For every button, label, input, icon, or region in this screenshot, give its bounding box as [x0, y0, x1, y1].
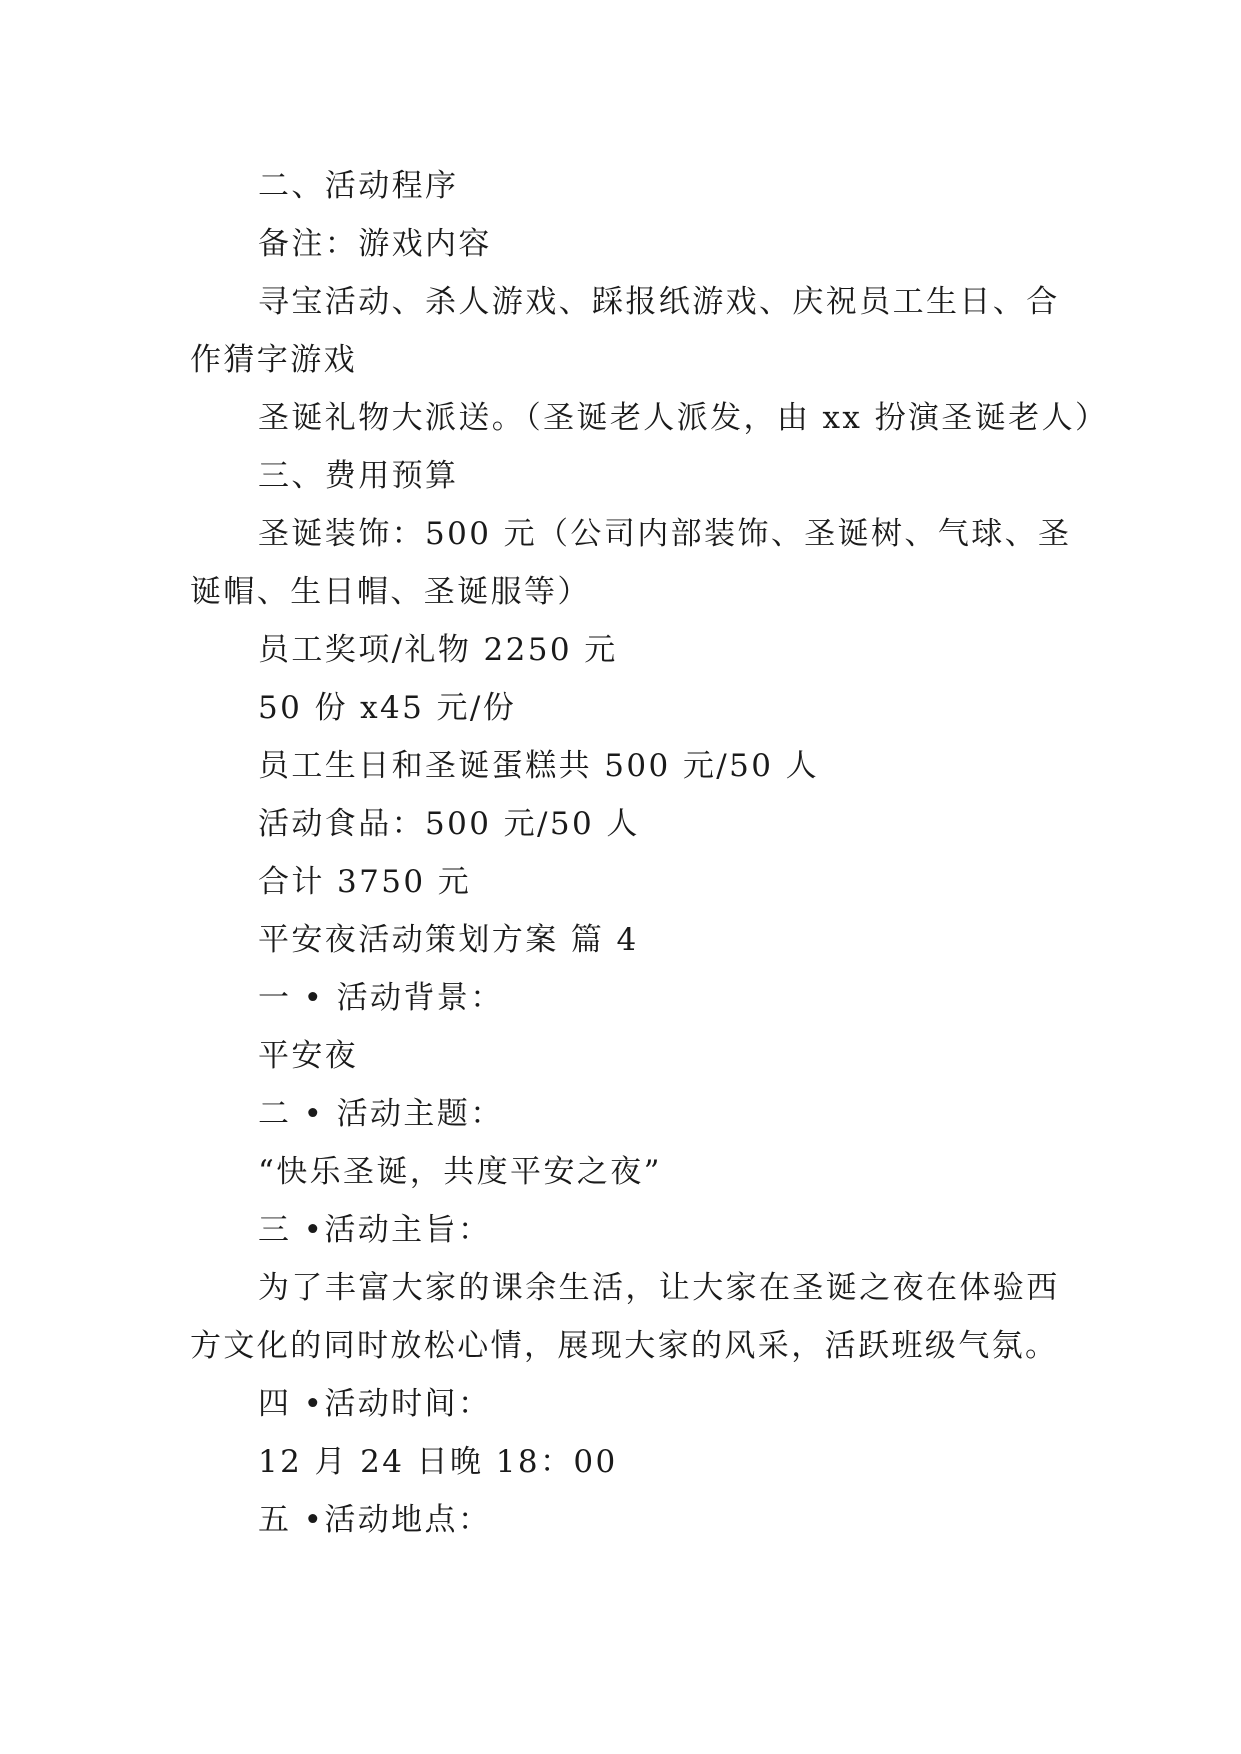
section-heading-background: 一 • 活动背景： — [258, 980, 504, 1016]
cake-cost-text: 员工生日和圣诞蛋糕共 500 元/50 人 — [258, 748, 820, 784]
purpose-text-line-1: 为了丰富大家的课余生活，让大家在圣诞之夜在体验西 — [258, 1270, 1060, 1306]
section-heading-activity-program: 二、活动程序 — [258, 168, 459, 204]
section-heading-time: 四 •活动时间： — [258, 1386, 492, 1422]
decoration-cost-line-2: 诞帽、生日帽、圣诞服等） — [190, 574, 591, 610]
section-heading-purpose: 三 •活动主旨： — [258, 1212, 492, 1248]
gift-cost-text: 员工奖项/礼物 2250 元 — [258, 632, 618, 668]
background-text: 平安夜 — [258, 1038, 359, 1074]
theme-text: “快乐圣诞，共度平安之夜” — [258, 1154, 662, 1190]
section-heading-location: 五 •活动地点： — [258, 1502, 492, 1538]
section-heading-budget: 三、费用预算 — [258, 458, 459, 494]
plan-title-part-4: 平安夜活动策划方案 篇 4 — [258, 922, 639, 958]
note-game-content: 备注：游戏内容 — [258, 226, 492, 262]
gift-distribution-text: 圣诞礼物大派送。（圣诞老人派发，由 xx 扮演圣诞老人） — [258, 400, 1109, 436]
purpose-text-line-2: 方文化的同时放松心情，展现大家的风采，活跃班级气氛。 — [190, 1328, 1059, 1364]
food-cost-text: 活动食品：500 元/50 人 — [258, 806, 640, 842]
gift-unit-cost-text: 50 份 x45 元/份 — [258, 690, 517, 726]
time-text: 12 月 24 日晚 18：00 — [258, 1444, 618, 1480]
section-heading-theme: 二 • 活动主题： — [258, 1096, 504, 1132]
games-list-line-2: 作猜字游戏 — [190, 342, 357, 378]
total-cost-text: 合计 3750 元 — [258, 864, 472, 900]
decoration-cost-line-1: 圣诞装饰：500 元（公司内部装饰、圣诞树、气球、圣 — [258, 516, 1072, 552]
games-list-line-1: 寻宝活动、杀人游戏、踩报纸游戏、庆祝员工生日、合 — [258, 284, 1060, 320]
